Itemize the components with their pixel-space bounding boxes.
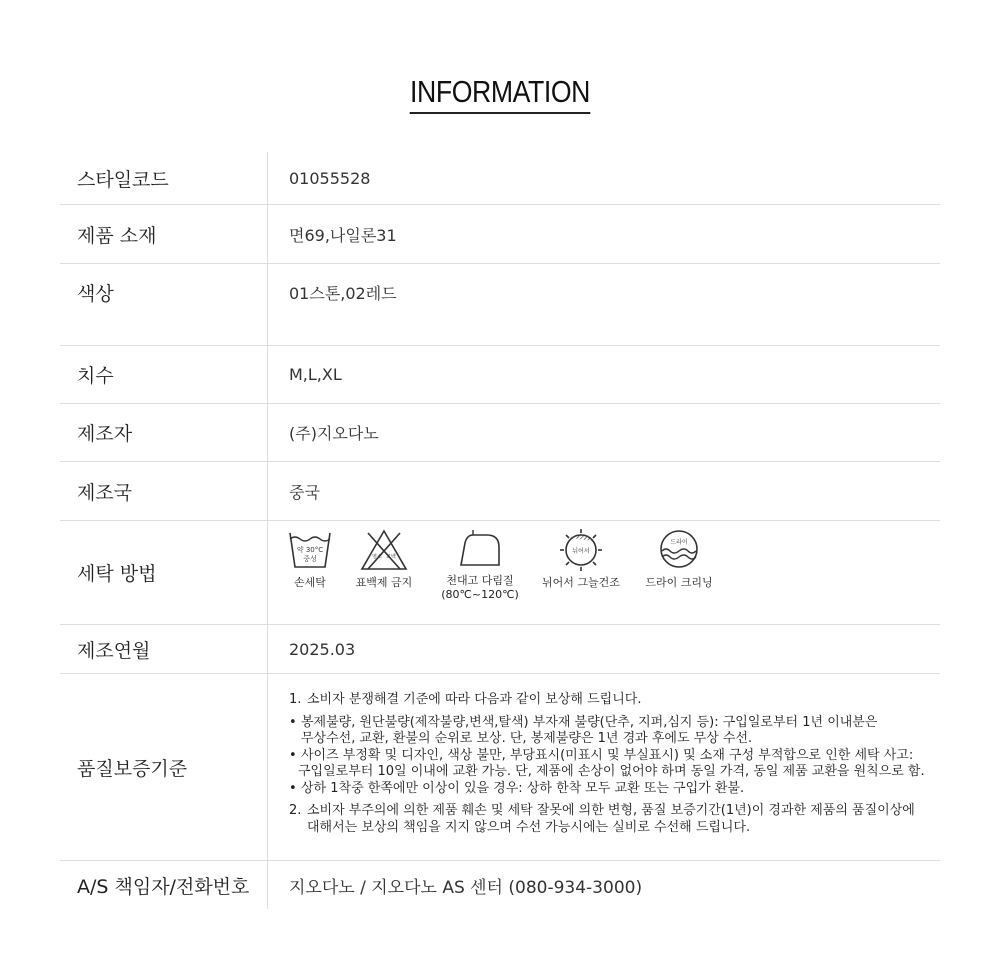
washing-label: 세탁 방법 xyxy=(60,521,268,624)
row-size xyxy=(60,346,940,404)
row-country xyxy=(60,462,940,521)
hand-wash-neutral-text: 중성 xyxy=(303,555,317,563)
color-label: 색상 xyxy=(60,264,268,345)
quality-text xyxy=(289,674,925,836)
as-value: 지오다노 / 지오다노 AS 센터 (080-934-3000) xyxy=(289,877,643,898)
date-label: 제조연월 xyxy=(60,625,268,673)
washing-value xyxy=(268,521,940,624)
country-value: 중국 xyxy=(289,482,320,502)
quality-item-2-line2: 대해서는 보상의 책임을 지지 않으며 수선 가능시에는 실비로 수선해 드립니다. xyxy=(307,819,751,835)
quality-bullet-1-line2: 무상수선, 교환, 환불의 순위로 보상. 단, 봉제불량은 1년 경과 후에도 무상 수선. xyxy=(301,731,753,746)
row-color xyxy=(60,264,940,346)
row-as xyxy=(60,861,940,909)
no-bleach-label: 표백제 금지 xyxy=(355,576,413,589)
hand-wash-temp-text: 약 30°C xyxy=(296,546,324,554)
material-value: 면69,나일론31 xyxy=(289,225,397,245)
quality-bullet-2: • 사이즈 부정확 및 디자인, 색상 불만, 부당표시(미표시 및 부실표시) 및 소재 구성 부적합으로 인한 세탁 사고: xyxy=(289,747,914,763)
row-quality xyxy=(60,674,940,861)
quality-item-1-num: 1. xyxy=(289,692,302,707)
row-washing xyxy=(60,521,940,625)
page-title: INFORMATION xyxy=(70,74,930,114)
hand-wash-icon xyxy=(287,527,333,573)
no-bleach-chlorine-text: 염소 xyxy=(372,554,382,560)
shade-dry-label: 뉘어서 그늘건조 xyxy=(542,576,620,589)
no-bleach-icon xyxy=(359,527,409,573)
dry-clean-icon xyxy=(656,527,702,573)
care-iron xyxy=(437,527,523,602)
info-table xyxy=(60,152,940,909)
care-shade-dry xyxy=(533,527,629,590)
quality-bullet-1-line1: 봉제불량, 원단불량(제작불량,변색,탈색) 부자재 불량(단추, 지퍼,심지 등): 구입일로부터 1년 이내분은 xyxy=(301,714,878,730)
care-icons xyxy=(289,521,719,602)
quality-item-1 xyxy=(289,692,925,709)
material-label: 제품 소재 xyxy=(60,205,268,263)
dry-clean-inner-text: 드라이 xyxy=(670,539,688,546)
country-label: 제조국 xyxy=(60,462,268,520)
size-value: M,L,XL xyxy=(289,365,342,384)
manufacturer-value: (주)지오다노 xyxy=(289,424,379,443)
quality-bullet-3-line1: 상하 1착중 한쪽에만 이상이 있을 경우: 상하 한착 모두 교환 또는 구입가 환불. xyxy=(301,780,745,796)
manufacturer-label: 제조자 xyxy=(60,404,268,461)
quality-bullet-2-line2: 구입일로부터 10일 이내에 교환 가능. 단, 제품에 손상이 없어야 하며 동일 가격, 동일 제품 교환을 원칙으로 함. xyxy=(298,764,925,779)
as-label: A/S 책임자/전화번호 xyxy=(60,861,268,909)
iron-temp-label: (80℃~120℃) xyxy=(441,588,519,601)
size-label: 치수 xyxy=(60,346,268,403)
quality-item-2-line1: 소비자 부주의에 의한 제품 훼손 및 세탁 잘못에 의한 변형, 품질 보증기간(1년)이 경과한 제품의 품질이상에 xyxy=(307,803,915,818)
quality-label: 품질보증기준 xyxy=(60,674,268,860)
quality-item-1-text: 소비자 분쟁해결 기준에 따라 다음과 같이 보상해 드립니다. xyxy=(307,692,642,707)
quality-bullet-2-line1: 사이즈 부정확 및 디자인, 색상 불만, 부당표시(미표시 및 부실표시) 및 소재 구성 부적합으로 인한 세탁 사고: xyxy=(301,747,914,763)
quality-item-2 xyxy=(289,803,925,820)
quality-bullet-3: • 상하 1착중 한쪽에만 이상이 있을 경우: 상하 한착 모두 교환 또는 구입가 환불. xyxy=(289,780,745,796)
color-value: 01스톤,02레드 xyxy=(289,284,397,303)
row-style-code xyxy=(60,152,940,205)
dry-clean-label: 드라이 크리닝 xyxy=(645,576,713,589)
iron-icon xyxy=(457,527,503,571)
iron-label: 천대고 다림질 xyxy=(446,574,514,587)
care-no-bleach xyxy=(349,527,419,590)
shade-dry-inner-text: 뉘어서 xyxy=(572,548,590,555)
quality-value xyxy=(268,674,940,860)
style-code-value: 01055528 xyxy=(289,168,371,188)
hand-wash-label: 손세탁 xyxy=(294,576,326,589)
no-bleach-bleach-text: 표백 xyxy=(386,554,396,560)
quality-item-2-num: 2. xyxy=(289,803,302,818)
shade-dry-flat-icon xyxy=(558,527,604,573)
style-code-label: 스타일코드 xyxy=(60,152,268,204)
care-dry-clean xyxy=(639,527,719,590)
care-hand-wash xyxy=(273,527,347,590)
row-date xyxy=(60,625,940,674)
row-manufacturer xyxy=(60,404,940,462)
date-value: 2025.03 xyxy=(289,639,356,659)
quality-bullet-1: • 봉제불량, 원단불량(제작불량,변색,탈색) 부자재 불량(단추, 지퍼,심지 등): 구입일로부터 1년 이내분은 xyxy=(289,714,878,730)
row-material xyxy=(60,205,940,264)
